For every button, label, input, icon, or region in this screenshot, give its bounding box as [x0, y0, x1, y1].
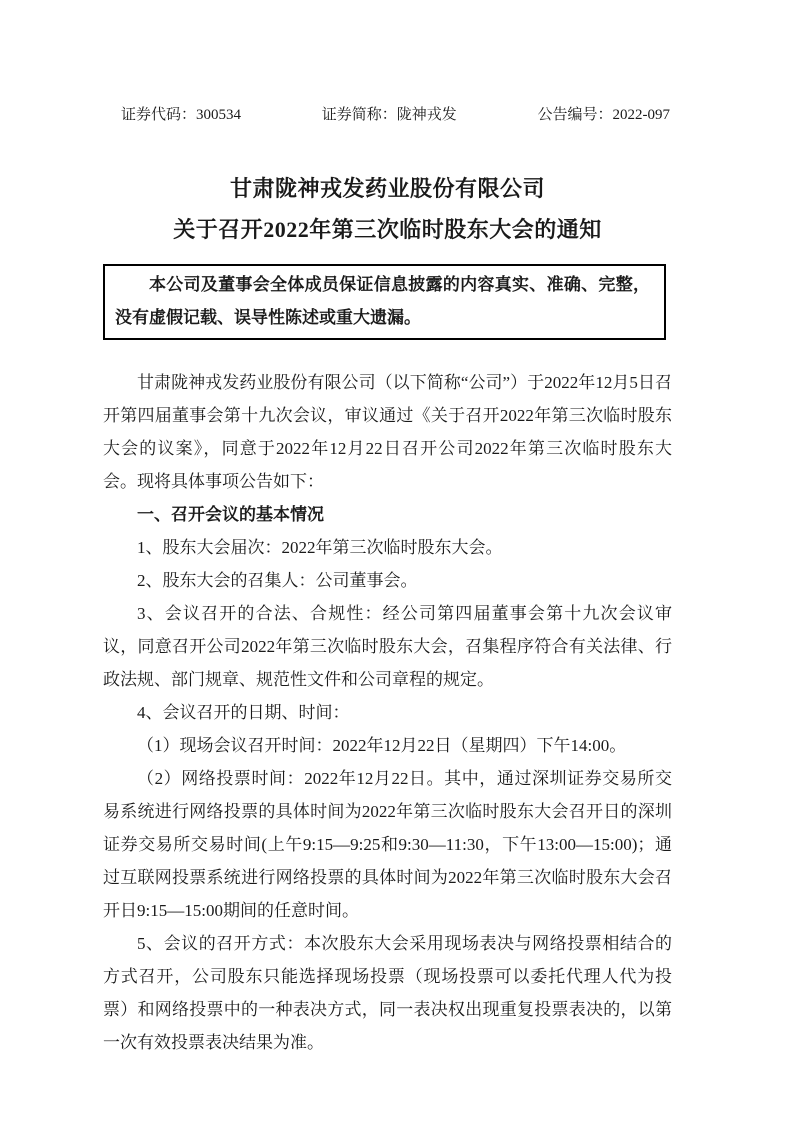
- intro-paragraph: 甘肃陇神戎发药业股份有限公司（以下简称“公司”）于2022年12月5日召开第四届董事会第十九次会议，审议通过《关于召开2022年第三次临时股东大会的议案》，同意于2022年12月22日召开公司2022年第三次临时股东大会。现将具体事项公告如下：: [103, 373, 672, 491]
- announcement-number: 公告编号：2022-097: [537, 107, 670, 123]
- stock-code: 证券代码：300534: [121, 107, 242, 123]
- item-convener: 2、股东大会的召集人：公司董事会。: [137, 571, 418, 590]
- company-name-title: 甘肃陇神戎发药业股份有限公司: [229, 176, 545, 201]
- section-heading-basic-info: 一、召开会议的基本情况: [137, 505, 324, 524]
- item-date-time: 4、会议召开的日期、时间：: [137, 703, 350, 722]
- disclaimer-text: 本公司及董事会全体成员保证信息披露的内容真实、准确、完整，没有虚假记载、误导性陈述或重大遗漏。: [115, 275, 650, 327]
- document-title: [103, 168, 672, 250]
- doc-header: [103, 104, 672, 126]
- stock-name: 证券简称：陇神戎发: [321, 107, 457, 123]
- subitem-online-voting-time: （2）网络投票时间：2022年12月22日。其中，通过深圳证券交易所交易系统进行网络投票的具体时间为2022年第三次临时股东大会召开日的深圳证券交易所交易时间(上午9:15—9:25和9:30—11:30，下午13:00—15:00)；通过互联网投票系统进行网络投票的具体时间为2022年第三次临时股东大会召开日9:15—15:00期间的任意时间。: [103, 769, 672, 920]
- item-legality: 3、会议召开的合法、合规性：经公司第四届董事会第十九次会议审议，同意召开公司2022年第三次临时股东大会，召集程序符合有关法律、行政法规、部门规章、规范性文件和公司章程的规定。: [103, 604, 672, 689]
- subitem-onsite-time: （1）现场会议召开时间：2022年12月22日（星期四）下午14:00。: [137, 736, 627, 755]
- item-meeting-method: 5、会议的召开方式：本次股东大会采用现场表决与网络投票相结合的方式召开，公司股东只能选择现场投票（现场投票可以委托代理人代为投票）和网络投票中的一种表决方式，同一表决权出现重复投票表决的，以第一次有效投票表决结果为准。: [103, 934, 672, 1052]
- item-meeting-session: 1、股东大会届次：2022年第三次临时股东大会。: [137, 538, 503, 557]
- disclaimer-box: [103, 264, 666, 340]
- notice-title: 关于召开2022年第三次临时股东大会的通知: [173, 217, 602, 242]
